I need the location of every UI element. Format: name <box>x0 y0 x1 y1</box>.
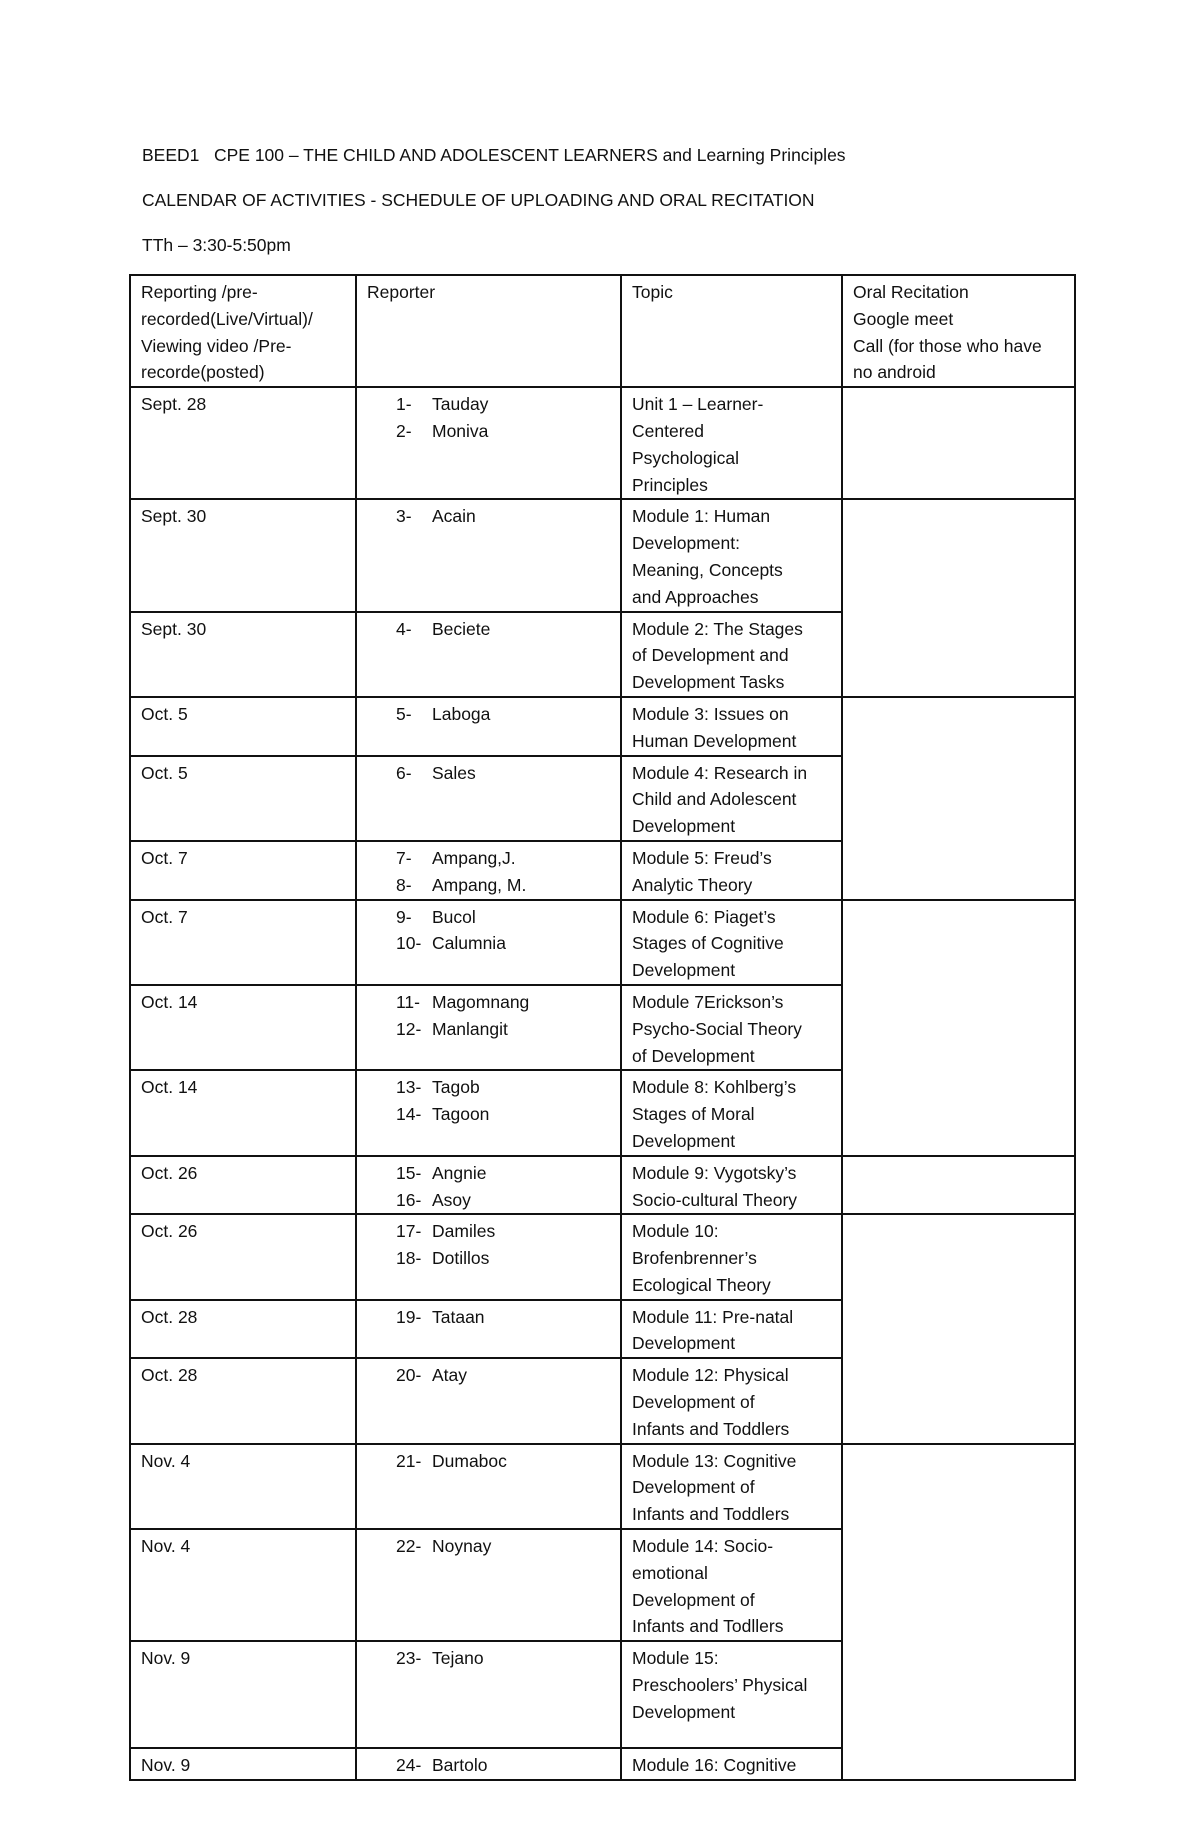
oral-recitation-cell <box>842 985 1075 1070</box>
reporter-entry <box>367 1218 610 1245</box>
date-cell <box>130 612 356 697</box>
reporter-entry <box>367 845 610 872</box>
header-oral-line: Call (for those who have <box>853 335 1042 356</box>
reporter-cell <box>356 1300 621 1359</box>
schedule-date: Oct. 26 <box>141 1221 198 1242</box>
reporter-entry <box>367 1160 610 1187</box>
reporter-cell <box>356 387 621 499</box>
topic-cell <box>621 1214 842 1299</box>
reporter-number: 5- <box>396 703 412 724</box>
header-topic-cell <box>621 275 842 387</box>
reporter-entry <box>367 872 610 899</box>
reporter-name: Magomnang <box>432 991 530 1012</box>
reporter-number: 22- <box>396 1536 422 1557</box>
reporter-entry <box>367 701 610 728</box>
reporter-number: 15- <box>396 1162 422 1183</box>
reporter-name: Ampang,J. <box>432 847 516 868</box>
topic-line: Brofenbrenner’s <box>632 1248 757 1269</box>
reporter-entry <box>367 1362 610 1389</box>
reporter-cell <box>356 1070 621 1155</box>
topic-cell <box>621 1300 842 1359</box>
date-cell <box>130 900 356 985</box>
date-cell <box>130 985 356 1070</box>
topic-line: Analytic Theory <box>632 874 753 895</box>
oral-recitation-cell <box>842 1748 1075 1780</box>
reporter-name: Atay <box>432 1365 468 1386</box>
topic-cell <box>621 985 842 1070</box>
header-oral-cell <box>842 275 1075 387</box>
topic-line: Module 4: Research in <box>632 762 808 783</box>
topic-line: Module 12: Physical <box>632 1365 789 1386</box>
reporter-number: 20- <box>396 1365 422 1386</box>
topic-line: Infants and Toddlers <box>632 1418 790 1439</box>
oral-recitation-cell <box>842 387 1075 499</box>
topic-line: Development of <box>632 1392 755 1413</box>
topic-cell <box>621 1070 842 1155</box>
table-row <box>130 1156 1075 1215</box>
schedule-date: Oct. 28 <box>141 1365 198 1386</box>
reporter-number: 13- <box>396 1077 422 1098</box>
topic-line: Development: <box>632 533 740 554</box>
table-row <box>130 1070 1075 1155</box>
topic-line: Module 14: Socio- <box>632 1536 774 1557</box>
topic-cell <box>621 612 842 697</box>
topic-line: Module 8: Kohlberg’s <box>632 1077 797 1098</box>
header-reporter: Reporter <box>367 282 436 302</box>
header-oral-line: no android <box>853 362 936 383</box>
reporter-name: Tauday <box>432 394 489 415</box>
date-cell <box>130 1358 356 1443</box>
oral-recitation-cell <box>842 1070 1075 1155</box>
topic-cell <box>621 1444 842 1529</box>
topic-line: Development Tasks <box>632 672 785 693</box>
table-row <box>130 841 1075 900</box>
header-reporter-cell <box>356 275 621 387</box>
topic-line: Development <box>632 1130 736 1151</box>
oral-recitation-cell <box>842 1641 1075 1748</box>
reporter-name: Bartolo <box>432 1755 488 1776</box>
date-cell <box>130 1444 356 1529</box>
topic-line: Child and Adolescent <box>632 789 797 810</box>
reporter-cell <box>356 841 621 900</box>
reporter-name: Manlangit <box>432 1018 508 1039</box>
reporter-name: Dotillos <box>432 1248 490 1269</box>
topic-line: Meaning, Concepts <box>632 559 783 580</box>
reporter-entry <box>367 1752 610 1779</box>
topic-line: Development <box>632 1333 736 1354</box>
oral-recitation-cell <box>842 1358 1075 1443</box>
reporter-name: Beciete <box>432 618 491 639</box>
reporter-cell <box>356 985 621 1070</box>
table-row <box>130 387 1075 499</box>
topic-line: Development <box>632 960 736 981</box>
header-schedule-line: Reporting /pre- <box>141 282 258 302</box>
table-row <box>130 985 1075 1070</box>
reporter-name: Tataan <box>432 1306 485 1327</box>
topic-line: Module 5: Freud’s <box>632 847 772 868</box>
reporter-number: 18- <box>396 1248 422 1269</box>
topic-line: Module 2: The Stages <box>632 618 803 639</box>
topic-cell <box>621 1358 842 1443</box>
topic-cell <box>621 756 842 841</box>
reporter-entry <box>367 904 610 931</box>
table-header-row <box>130 275 1075 387</box>
oral-recitation-cell <box>842 1529 1075 1641</box>
schedule-date: Sept. 30 <box>141 506 207 527</box>
reporter-name: Noynay <box>432 1536 492 1557</box>
schedule-time: TTh – 3:30-5:50pm <box>142 235 291 255</box>
topic-line: Development <box>632 1701 736 1722</box>
reporter-cell <box>356 756 621 841</box>
schedule-date: Oct. 14 <box>141 1077 198 1098</box>
topic-line: emotional <box>632 1562 708 1583</box>
schedule-date: Nov. 9 <box>141 1755 191 1776</box>
reporter-entry <box>367 1645 610 1672</box>
topic-cell <box>621 1156 842 1215</box>
header-schedule-cell <box>130 275 356 387</box>
reporter-entry <box>367 1304 610 1331</box>
reporter-name: Dumaboc <box>432 1450 507 1471</box>
reporter-cell <box>356 1358 621 1443</box>
reporter-name: Ampang, M. <box>432 874 527 895</box>
schedule-date: Nov. 4 <box>141 1536 191 1557</box>
reporter-name: Bucol <box>432 906 476 927</box>
reporter-number: 16- <box>396 1189 422 1210</box>
reporter-name: Laboga <box>432 703 491 724</box>
topic-line: Module 9: Vygotsky’s <box>632 1162 797 1183</box>
reporter-number: 14- <box>396 1104 422 1125</box>
date-cell <box>130 1529 356 1641</box>
schedule-date: Oct. 7 <box>141 847 188 868</box>
reporter-name: Tagob <box>432 1077 480 1098</box>
date-cell <box>130 1300 356 1359</box>
calendar-title: CALENDAR OF ACTIVITIES - SCHEDULE OF UPLOADING AND ORAL RECITATION <box>142 190 815 210</box>
topic-cell <box>621 499 842 611</box>
reporter-number: 1- <box>396 394 412 415</box>
reporter-cell <box>356 900 621 985</box>
table-row <box>130 1300 1075 1359</box>
date-cell <box>130 387 356 499</box>
topic-cell <box>621 697 842 756</box>
schedule-date: Oct. 5 <box>141 703 188 724</box>
header-topic: Topic <box>632 282 673 302</box>
topic-line: Stages of Cognitive <box>632 933 784 954</box>
course-title: BEED1 CPE 100 – THE CHILD AND ADOLESCENT LEARNERS and Learning Principles <box>142 145 846 165</box>
oral-recitation-cell <box>842 612 1075 697</box>
date-cell <box>130 697 356 756</box>
table-row <box>130 1214 1075 1299</box>
topic-cell <box>621 1748 842 1780</box>
oral-recitation-cell <box>842 1156 1075 1215</box>
oral-recitation-cell <box>842 841 1075 900</box>
table-row <box>130 900 1075 985</box>
topic-line: Module 13: Cognitive <box>632 1450 797 1471</box>
reporter-cell <box>356 612 621 697</box>
date-cell <box>130 1748 356 1780</box>
topic-line: Human Development <box>632 730 797 751</box>
reporter-name: Asoy <box>432 1189 471 1210</box>
reporter-number: 9- <box>396 906 412 927</box>
topic-line: of Development and <box>632 645 789 666</box>
topic-line: Preschoolers’ Physical <box>632 1675 808 1696</box>
topic-cell <box>621 841 842 900</box>
reporter-entry <box>367 930 610 957</box>
reporter-entry <box>367 1533 610 1560</box>
date-cell <box>130 841 356 900</box>
table-row <box>130 1529 1075 1641</box>
reporter-number: 11- <box>396 991 420 1012</box>
reporter-number: 2- <box>396 420 412 441</box>
topic-line: Psycho-Social Theory <box>632 1018 802 1039</box>
table-row <box>130 499 1075 611</box>
reporter-name: Tejano <box>432 1648 484 1669</box>
schedule-date: Oct. 28 <box>141 1306 198 1327</box>
oral-recitation-cell <box>842 499 1075 611</box>
topic-cell <box>621 1641 842 1748</box>
topic-line: Module 1: Human <box>632 506 771 527</box>
reporter-number: 23- <box>396 1648 422 1669</box>
topic-line: Module 15: <box>632 1648 719 1669</box>
header-oral-line: Oral Recitation <box>853 282 969 302</box>
topic-line: Module 6: Piaget’s <box>632 906 776 927</box>
reporter-entry <box>367 1448 610 1475</box>
table-row <box>130 1641 1075 1748</box>
topic-cell <box>621 1529 842 1641</box>
reporter-name: Moniva <box>432 420 489 441</box>
reporter-name: Sales <box>432 762 476 783</box>
topic-line: Module 16: Cognitive <box>632 1755 797 1776</box>
reporter-name: Angnie <box>432 1162 487 1183</box>
topic-line: Development of <box>632 1477 755 1498</box>
reporter-entry <box>367 616 610 643</box>
reporter-number: 17- <box>396 1221 422 1242</box>
topic-line: Psychological <box>632 447 739 468</box>
reporter-number: 4- <box>396 618 412 639</box>
reporter-entry <box>367 418 610 445</box>
topic-line: Development of <box>632 1589 755 1610</box>
topic-cell <box>621 900 842 985</box>
reporter-cell <box>356 697 621 756</box>
date-cell <box>130 756 356 841</box>
topic-line: of Development <box>632 1045 755 1066</box>
reporter-entry <box>367 1016 610 1043</box>
table-row <box>130 612 1075 697</box>
reporter-number: 19- <box>396 1306 422 1327</box>
reporter-entry <box>367 503 610 530</box>
date-cell <box>130 1641 356 1748</box>
reporter-entry <box>367 1245 610 1272</box>
topic-line: Module 10: <box>632 1221 719 1242</box>
topic-line: Infants and Toddlers <box>632 1504 790 1525</box>
oral-recitation-cell <box>842 697 1075 756</box>
schedule-date: Nov. 4 <box>141 1450 191 1471</box>
schedule-date: Sept. 28 <box>141 394 207 415</box>
oral-recitation-cell <box>842 756 1075 841</box>
table-row <box>130 1748 1075 1780</box>
reporter-number: 6- <box>396 762 412 783</box>
reporter-cell <box>356 1156 621 1215</box>
reporter-entry <box>367 1101 610 1128</box>
reporter-number: 7- <box>396 847 412 868</box>
reporter-name: Calumnia <box>432 933 506 954</box>
schedule-date: Oct. 7 <box>141 906 188 927</box>
reporter-name: Damiles <box>432 1221 496 1242</box>
reporter-name: Acain <box>432 506 476 527</box>
schedule-table <box>129 274 1076 1781</box>
topic-line: Ecological Theory <box>632 1274 771 1295</box>
reporter-number: 21- <box>396 1450 422 1471</box>
topic-line: Module 7Erickson’s <box>632 991 784 1012</box>
reporter-entry <box>367 1187 610 1214</box>
reporter-entry <box>367 1074 610 1101</box>
schedule-date: Oct. 5 <box>141 762 188 783</box>
reporter-number: 3- <box>396 506 412 527</box>
topic-line: Module 3: Issues on <box>632 703 789 724</box>
reporter-cell <box>356 499 621 611</box>
reporter-entry <box>367 989 610 1016</box>
reporter-number: 12- <box>396 1018 422 1039</box>
schedule-date: Sept. 30 <box>141 618 207 639</box>
oral-recitation-cell <box>842 1214 1075 1299</box>
reporter-cell <box>356 1529 621 1641</box>
reporter-number: 10- <box>396 933 422 954</box>
oral-recitation-cell <box>842 900 1075 985</box>
date-cell <box>130 499 356 611</box>
header-schedule-line: recorde(posted) <box>141 362 265 383</box>
topic-line: Centered <box>632 420 704 441</box>
table-row <box>130 756 1075 841</box>
table-row <box>130 697 1075 756</box>
schedule-date: Oct. 14 <box>141 991 198 1012</box>
topic-line: Module 11: Pre-natal <box>632 1306 794 1327</box>
topic-line: Development <box>632 816 736 837</box>
topic-line: Infants and Todllers <box>632 1616 784 1637</box>
date-cell <box>130 1070 356 1155</box>
table-row <box>130 1358 1075 1443</box>
header-schedule-line: recorded(Live/Virtual)/ <box>141 308 313 329</box>
header-schedule-line: Viewing video /Pre- <box>141 335 292 356</box>
schedule-date: Nov. 9 <box>141 1648 191 1669</box>
reporter-entry <box>367 391 610 418</box>
topic-line: Stages of Moral <box>632 1104 755 1125</box>
topic-line: Unit 1 – Learner- <box>632 394 764 415</box>
reporter-name: Tagoon <box>432 1104 490 1125</box>
reporter-cell <box>356 1641 621 1748</box>
reporter-number: 8- <box>396 874 412 895</box>
reporter-cell <box>356 1214 621 1299</box>
header-oral-line: Google meet <box>853 308 954 329</box>
reporter-cell <box>356 1748 621 1780</box>
reporter-entry <box>367 760 610 787</box>
schedule-date: Oct. 26 <box>141 1162 198 1183</box>
reporter-cell <box>356 1444 621 1529</box>
topic-line: and Approaches <box>632 586 759 607</box>
reporter-number: 24- <box>396 1755 422 1776</box>
table-row <box>130 1444 1075 1529</box>
topic-line: Principles <box>632 474 708 495</box>
oral-recitation-cell <box>842 1300 1075 1359</box>
oral-recitation-cell <box>842 1444 1075 1529</box>
topic-line: Socio-cultural Theory <box>632 1189 798 1210</box>
date-cell <box>130 1214 356 1299</box>
topic-cell <box>621 387 842 499</box>
date-cell <box>130 1156 356 1215</box>
